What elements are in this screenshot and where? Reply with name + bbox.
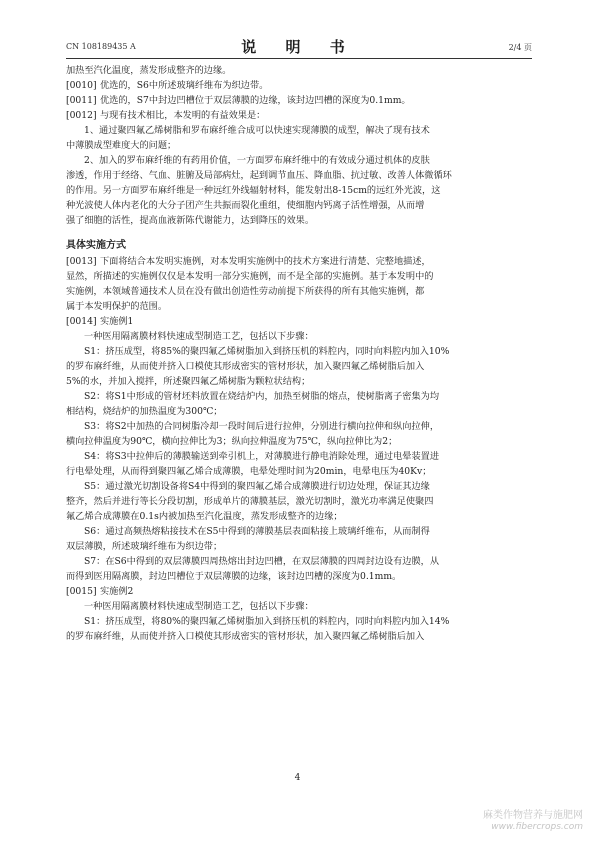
- document-title: 说 明 书: [241, 38, 357, 56]
- watermark-url: www.fibercrops.com: [491, 822, 583, 832]
- text-line: 中薄膜成型难度大的问题；: [66, 140, 177, 151]
- section-heading: 具体实施方式: [66, 240, 126, 251]
- text-line: 1、通过聚四氟乙烯树脂和罗布麻纤维合成可以快速实现薄膜的成型，解决了现有技术: [84, 125, 430, 136]
- text-line: 渗透，作用于经络、气血、脏腑及局部病灶，起到调节血压、降血脂、抗过敏、改善人体微循环: [66, 170, 452, 181]
- text-line: S2：将S1中形成的管材坯料放置在烧结炉内，加热至树脂的熔点，使树脂离子密集为均: [84, 391, 440, 402]
- paragraph-0012: [66, 108, 532, 123]
- publication-number: CN 108189435 A: [66, 42, 136, 51]
- paragraph-text: 与现有技术相比，本发明的有益效果是：: [100, 110, 266, 121]
- document-body: [66, 63, 532, 644]
- text-line: 的罗布麻纤维，从而使并挤入口模使其形成密实的管材形状，加入聚四氟乙烯树脂后加入: [66, 361, 425, 372]
- example-heading: 实施例2: [100, 586, 134, 597]
- paragraph-text: 优选的，S7中封边凹槽位于双层薄膜的边缘，该封边凹槽的深度为0.1mm。: [100, 95, 411, 106]
- text-line: 属于本发明保护的范围。: [66, 301, 168, 312]
- paragraph-number: [0010]: [66, 80, 97, 91]
- text-line: 整齐，然后并进行等长分段切割，形成单片的薄膜基层，激光切割时，激光功率满足使聚四: [66, 496, 434, 507]
- text-line: S6：通过高频热熔粘接技术在S5中得到的薄膜基层表面粘接上玻璃纤维布，从而制得: [84, 526, 430, 537]
- text-line: S7：在S6中得到的双层薄膜四周热熔出封边凹槽，在双层薄膜的四周封边设有边膜，从: [84, 556, 440, 567]
- text-line: 2、加入的罗布麻纤维的有药用价值，一方面罗布麻纤维中的有效成分通过机体的皮肤: [84, 155, 430, 166]
- page-number: 4: [294, 773, 301, 783]
- paragraph-text: 下面将结合本发明实施例，对本发明实施例中的技术方案进行清楚、完整地描述，: [100, 256, 431, 267]
- paragraph-number: [0012]: [66, 110, 97, 121]
- paragraph-0015: [66, 584, 532, 599]
- paragraph-0011: [66, 93, 532, 108]
- text-line: 相结构，烧结炉的加热温度为300℃；: [66, 406, 223, 417]
- text-line: S3：将S2中加热的合同树脂冷却一段时间后进行拉伸，分别进行横向拉伸和纵向拉伸，: [84, 421, 440, 432]
- text-line: 加热至汽化温度，蒸发形成整齐的边缘。: [66, 65, 232, 76]
- paragraph-number: [0014]: [66, 316, 97, 327]
- text-line: 氟乙烯合成薄膜在0.1s内被加热至汽化温度，蒸发形成整齐的边缘；: [66, 511, 343, 522]
- page-header: [66, 36, 532, 56]
- paragraph-number: [0015]: [66, 586, 97, 597]
- text-line: 的罗布麻纤维，从而使并挤入口模使其形成密实的管材形状，加入聚四氟乙烯树脂后加入: [66, 631, 425, 642]
- paragraph-text: 优选的，S6中所述玻璃纤维布为织边带。: [100, 80, 269, 91]
- text-line: 而得到医用隔离膜，封边凹槽位于双层薄膜的边缘，该封边凹槽的深度为0.1mm。: [66, 571, 402, 582]
- text-line: 种光波使人体内老化的大分子团产生共振而裂化重组，使细胞内钙离子活性增强，从而增: [66, 200, 425, 211]
- text-line: S1：挤压成型，将85%的聚四氟乙烯树脂加入到挤压机的料腔内，同时向料腔内加入10%: [84, 346, 450, 357]
- text-line: 强了细胞的活性，提高血液新陈代谢能力，达到降压的效果。: [66, 215, 315, 226]
- text-line: 的作用。另一方面罗布麻纤维是一种远红外线辐射材料，能发射出8-15cm的远红外光波，这: [66, 185, 441, 196]
- text-line: S1：挤压成型，将80%的聚四氟乙烯树脂加入到挤压机的料腔内，同时向料腔内加入14%: [84, 616, 450, 627]
- text-line: 横向拉伸温度为90℃，横向拉伸比为3；纵向拉伸温度为75℃，纵向拉伸比为2；: [66, 436, 398, 447]
- example-heading: 实施例1: [100, 316, 134, 327]
- text-line: 双层薄膜，所述玻璃纤维布为织边带；: [66, 541, 223, 552]
- paragraph-0010: [66, 78, 532, 93]
- text-line: 一种医用隔离膜材料快速成型制造工艺，包括以下步骤：: [84, 601, 314, 612]
- header-rule: [66, 58, 532, 59]
- text-line: 5%的水，并加入搅拌，所述聚四氟乙烯树脂为颗粒状结构；: [66, 376, 311, 387]
- text-line: S5：通过激光切割设备将S4中得到的聚四氟乙烯合成薄膜进行切边处理，保证其边缘: [84, 481, 430, 492]
- text-line: 行电晕处理，从而得到聚四氟乙烯合成薄膜，电晕处理时间为20min，电晕电压为40Kv；: [66, 466, 432, 477]
- paragraph-0014: [66, 314, 532, 329]
- watermark-text: 麻类作物营养与施肥网: [483, 810, 583, 821]
- text-line: S4：将S3中拉伸后的薄膜输送到牵引机上，对薄膜进行静电消除处理，通过电晕装置进: [84, 451, 440, 462]
- text-line: 显然，所描述的实施例仅仅是本发明一部分实施例，而不是全部的实施例。基于本发明中的: [66, 271, 434, 282]
- page-of-indicator: 2/4 页: [508, 43, 532, 52]
- text-line: 实施例，本领域普通技术人员在没有做出创造性劳动前提下所获得的所有其他实施例，都: [66, 286, 425, 297]
- text-line: 一种医用隔离膜材料快速成型制造工艺，包括以下步骤：: [84, 331, 314, 342]
- paragraph-number: [0011]: [66, 95, 97, 106]
- paragraph-number: [0013]: [66, 256, 97, 267]
- paragraph-0013: [66, 254, 532, 269]
